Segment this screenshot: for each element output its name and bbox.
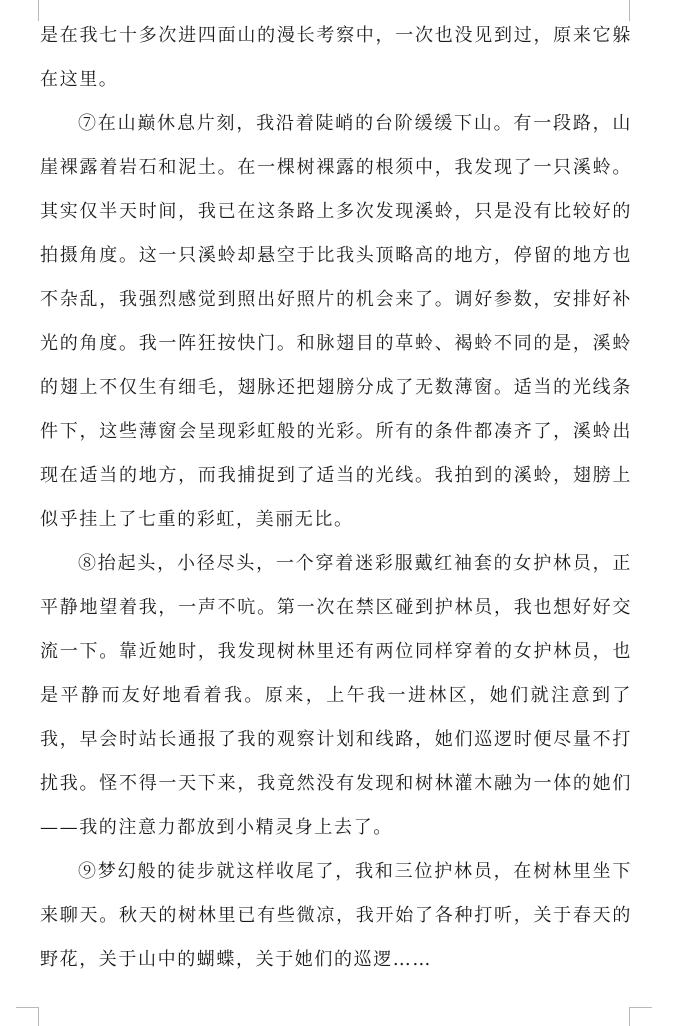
page-corner-mark-bottom-right xyxy=(629,1007,652,1026)
page-corner-mark-top-right xyxy=(629,0,652,21)
paragraph-8: ⑧抬起头，小径尽头，一个穿着迷彩服戴红袖套的女护林员，正平静地望着我，一声不吭。第一次在禁区碰到护林员，我也想好好交流一下。靠近她时，我发现树林里还有两位同样穿着的女护林员，也是平静而友好地看着我。原来，上午我一进林区，她们就注意到了我，早会时站长通报了我的观察计划和线路，她们巡逻时便尽量不打扰我。怪不得一天下来，我竟然没有发现和树林灌木融为一体的她们——我的注意力都放到小精灵身上去了。 xyxy=(40,553,632,838)
page-corner-mark-bottom-left xyxy=(16,1007,39,1026)
paragraph-6-continuation: 是在我七十多次进四面山的漫长考察中，一次也没见到过，原来它躲在这里。 xyxy=(40,25,632,90)
document-body xyxy=(40,14,632,982)
paragraph-7: ⑦在山巅休息片刻，我沿着陡峭的台阶缓缓下山。有一段路，山崖裸露着岩石和泥土。在一棵树裸露的根须中，我发现了一只溪蛉。其实仅半天时间，我已在这条路上多次发现溪蛉，只是没有比较好的拍摄角度。这一只溪蛉却悬空于比我头顶略高的地方，停留的地方也不杂乱，我强烈感觉到照出好照片的机会来了。调好参数，安排好补光的角度。我一阵狂按快门。和脉翅目的草蛉、褐蛉不同的是，溪蛉的翅上不仅生有细毛，翅脉还把翅膀分成了无数薄窗。适当的光线条件下，这些薄窗会呈现彩虹般的光彩。所有的条件都凑齐了，溪蛉出现在适当的地方，而我捕捉到了适当的光线。我拍到的溪蛉，翅膀上似乎挂上了七重的彩虹，美丽无比。 xyxy=(40,113,632,530)
page-corner-mark-top-left xyxy=(16,0,39,21)
paragraph-9: ⑨梦幻般的徒步就这样收尾了，我和三位护林员，在树林里坐下来聊天。秋天的树林里已有些微凉，我开始了各种打听，关于春天的野花，关于山中的蝴蝶，关于她们的巡逻…… xyxy=(40,861,632,970)
